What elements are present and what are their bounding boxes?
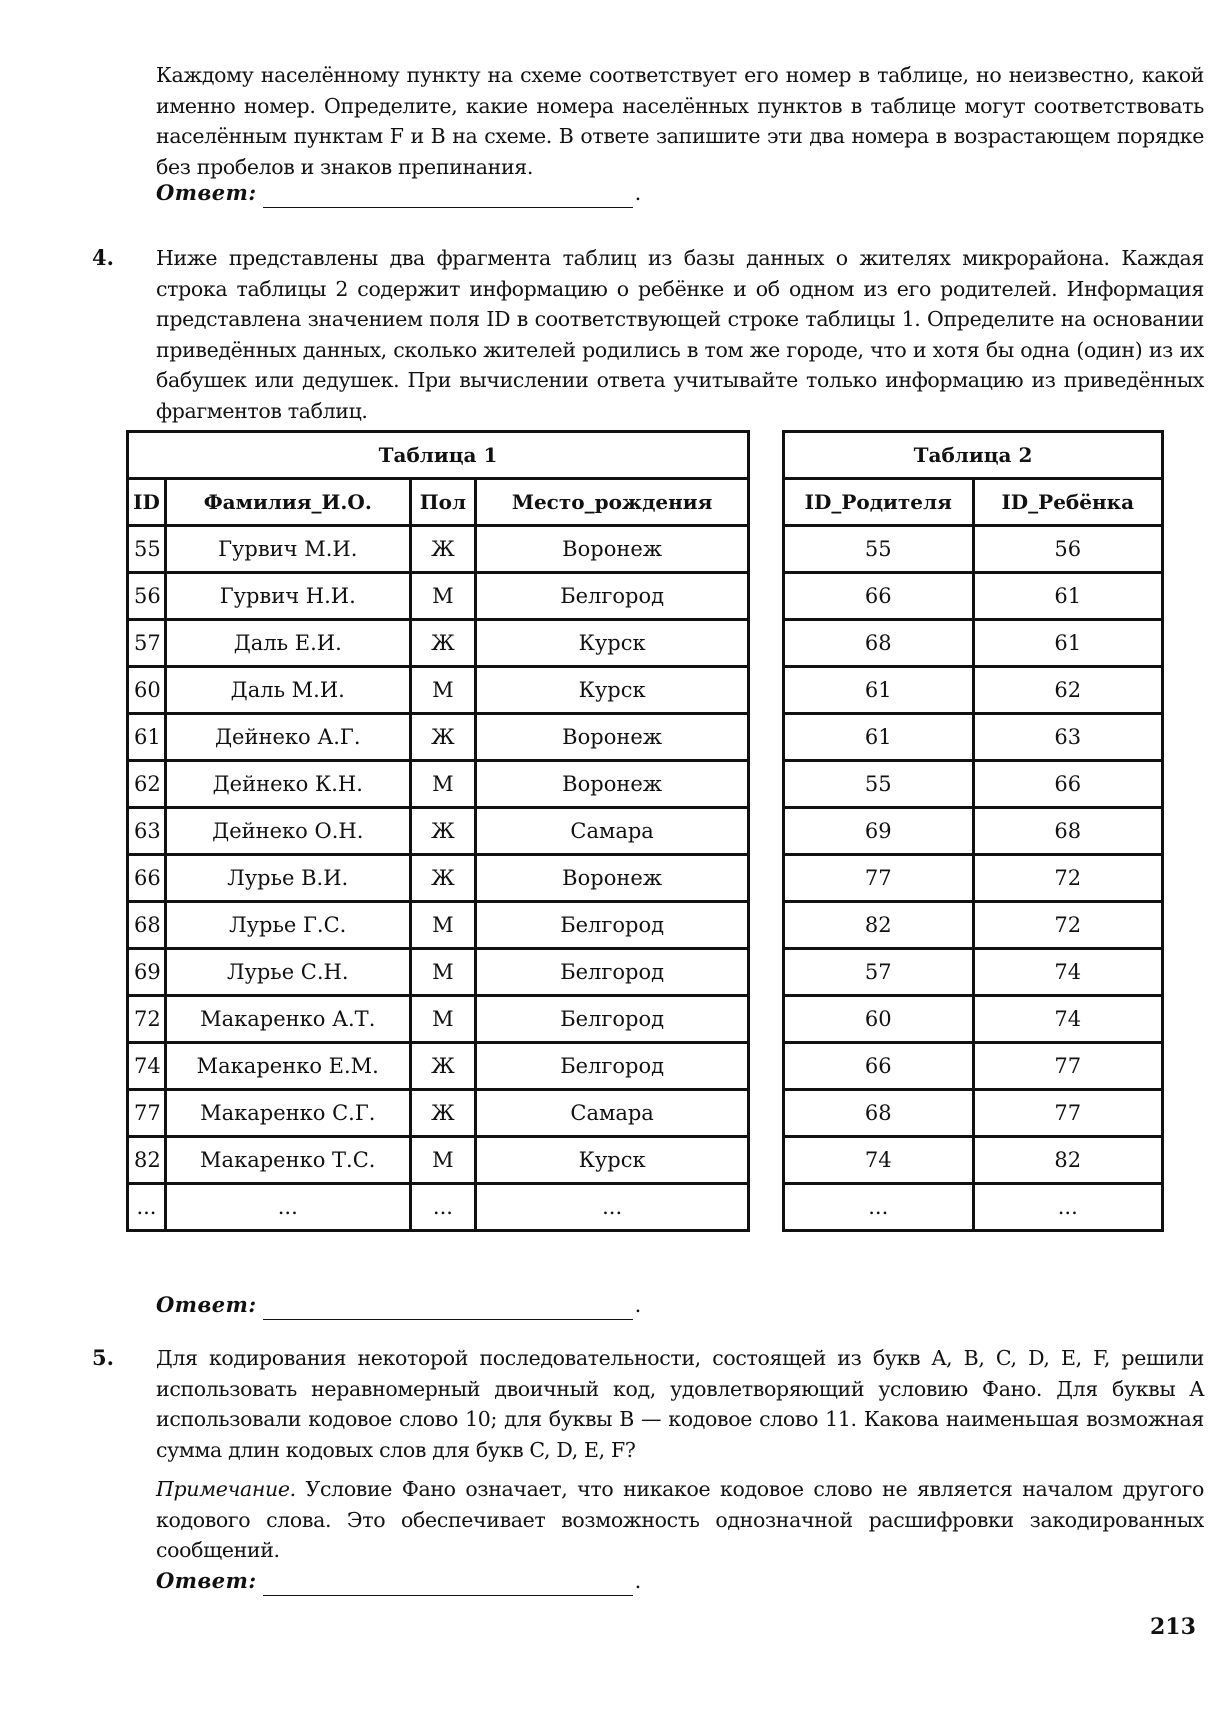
q3-answer-field[interactable]	[263, 183, 633, 208]
table-1-cell: Белгород	[476, 573, 749, 620]
table-2-row	[784, 526, 1163, 573]
q3-answer	[156, 178, 641, 208]
table-1-cell: М	[410, 902, 476, 949]
table-2-row	[784, 714, 1163, 761]
table-2-cell: 77	[973, 1043, 1163, 1090]
q4-answer-field[interactable]	[263, 1295, 633, 1320]
table-1-cell: Ж	[410, 808, 476, 855]
table-1-cell: ...	[476, 1184, 749, 1231]
table-1-cell: 68	[128, 902, 166, 949]
q4-answer	[156, 1290, 641, 1320]
table-2-cell: 62	[973, 667, 1163, 714]
table-1-row	[128, 667, 749, 714]
table-1-cell: Белгород	[476, 949, 749, 996]
table-1-cell: Дейнеко О.Н.	[165, 808, 410, 855]
table-1-cell: Белгород	[476, 1043, 749, 1090]
table-2-cell: 82	[973, 1137, 1163, 1184]
q5-answer-label: Ответ:	[156, 1568, 257, 1593]
table-1-cell: Макаренко А.Т.	[165, 996, 410, 1043]
q4-number: 4.	[92, 245, 114, 270]
table-1-cell: Белгород	[476, 902, 749, 949]
table-1-cell: 72	[128, 996, 166, 1043]
q3-answer-label: Ответ:	[156, 180, 257, 205]
table-1-cell: Белгород	[476, 996, 749, 1043]
q5-text: Для кодирования некоторой последовательности, состоящей из букв A, B, C, D, E, F, решили использовать неравномерный двоичный код, удовлетворяющий условию Фано. Для буквы A использовали кодовое слово 10; для буквы B — кодовое слово 11. Какова наименьшая возможная сумма длин кодовых слов для букв C, D, E, F?	[156, 1346, 1204, 1462]
table-2-row	[784, 902, 1163, 949]
table-1-cell: Гурвич М.И.	[165, 526, 410, 573]
table-2-cell: 68	[973, 808, 1163, 855]
table-2-cell: 57	[784, 949, 974, 996]
table-1-cell: М	[410, 573, 476, 620]
table-2-cell: 56	[973, 526, 1163, 573]
table-1-cell: Макаренко Т.С.	[165, 1137, 410, 1184]
table-1-row	[128, 761, 749, 808]
table-1-cell: Воронеж	[476, 855, 749, 902]
table-1-header-cell: Фамилия_И.О.	[165, 479, 410, 526]
table-2-row	[784, 667, 1163, 714]
table-1-cell: Макаренко С.Г.	[165, 1090, 410, 1137]
table-2-cell: 61	[973, 620, 1163, 667]
table-2-row	[784, 1043, 1163, 1090]
table-2-row	[784, 808, 1163, 855]
table-1-cell: Макаренко Е.М.	[165, 1043, 410, 1090]
table-1-cell: Воронеж	[476, 761, 749, 808]
table-2-row	[784, 573, 1163, 620]
table-2-cell: 68	[784, 620, 974, 667]
table-1-header-row	[128, 479, 749, 526]
table-1-cell: Ж	[410, 620, 476, 667]
table-2-cell: 68	[784, 1090, 974, 1137]
table-1-row	[128, 526, 749, 573]
table-2-cell: 55	[784, 761, 974, 808]
q4-answer-label: Ответ:	[156, 1292, 257, 1317]
table-2-cell: 61	[784, 714, 974, 761]
table-1-cell: Курск	[476, 620, 749, 667]
table-1-cell: Самара	[476, 1090, 749, 1137]
table-1-header-cell: ID	[128, 479, 166, 526]
table-1-row	[128, 949, 749, 996]
table-2-row	[784, 1137, 1163, 1184]
table-2-cell: 63	[973, 714, 1163, 761]
table-1-cell: Ж	[410, 1090, 476, 1137]
table-2-header-cell: ID_Родителя	[784, 479, 974, 526]
page-number: 213	[1150, 1614, 1196, 1640]
table-1-cell: Лурье Г.С.	[165, 902, 410, 949]
table-1-cell: Даль Е.И.	[165, 620, 410, 667]
table-1-cell: 82	[128, 1137, 166, 1184]
table-1-cell: Лурье С.Н.	[165, 949, 410, 996]
table-1-cell: Ж	[410, 714, 476, 761]
table-2-title: Таблица 2	[784, 432, 1163, 479]
table-1-cell: Курск	[476, 1137, 749, 1184]
table-1-row	[128, 1184, 749, 1231]
table-1-row	[128, 902, 749, 949]
table-2-cell: 60	[784, 996, 974, 1043]
table-1-cell: 56	[128, 573, 166, 620]
q3-answer-period: .	[634, 181, 642, 205]
table-1-cell: Ж	[410, 526, 476, 573]
table-2-row	[784, 761, 1163, 808]
table-1-row	[128, 1043, 749, 1090]
table-2-cell: 77	[973, 1090, 1163, 1137]
table-2-row	[784, 1090, 1163, 1137]
table-1-cell: ...	[128, 1184, 166, 1231]
table-1-cell: Ж	[410, 855, 476, 902]
table-1-row	[128, 714, 749, 761]
table-2-cell: ...	[784, 1184, 974, 1231]
table-1-cell: М	[410, 949, 476, 996]
table-2-row	[784, 855, 1163, 902]
q5-answer	[156, 1566, 641, 1596]
table-2-row	[784, 620, 1163, 667]
table-1-cell: 55	[128, 526, 166, 573]
table-1-cell: Гурвич Н.И.	[165, 573, 410, 620]
table-1-cell: 66	[128, 855, 166, 902]
table-1-row	[128, 1137, 749, 1184]
table-2-header-row	[784, 479, 1163, 526]
table-1-cell: Самара	[476, 808, 749, 855]
table-1-cell: Даль М.И.	[165, 667, 410, 714]
table-2-cell: 74	[784, 1137, 974, 1184]
table-1-row	[128, 996, 749, 1043]
table-1-cell: 77	[128, 1090, 166, 1137]
table-1-row	[128, 573, 749, 620]
q4-answer-period: .	[634, 1293, 642, 1317]
q5-number: 5.	[92, 1345, 114, 1370]
table-2-cell: 69	[784, 808, 974, 855]
table-2-cell: 82	[784, 902, 974, 949]
table-2-cell: 61	[784, 667, 974, 714]
table-2-header-cell: ID_Ребёнка	[973, 479, 1163, 526]
table-2	[782, 430, 1164, 1232]
table-1-cell: 69	[128, 949, 166, 996]
table-1-cell: М	[410, 667, 476, 714]
table-1-cell: Дейнеко К.Н.	[165, 761, 410, 808]
table-1-cell: 74	[128, 1043, 166, 1090]
table-2-cell: 72	[973, 902, 1163, 949]
table-1-cell: ...	[410, 1184, 476, 1231]
table-1-header-cell: Пол	[410, 479, 476, 526]
table-1-cell: 60	[128, 667, 166, 714]
table-2-cell: 66	[784, 1043, 974, 1090]
table-1-cell: М	[410, 761, 476, 808]
q5-note	[156, 1474, 1204, 1566]
table-1-title: Таблица 1	[128, 432, 749, 479]
table-1-cell: Воронеж	[476, 526, 749, 573]
table-2-cell: 66	[973, 761, 1163, 808]
table-2-cell: 55	[784, 526, 974, 573]
table-2-cell: 61	[973, 573, 1163, 620]
table-1-row	[128, 808, 749, 855]
table-1-cell: 63	[128, 808, 166, 855]
table-1-cell: Ж	[410, 1043, 476, 1090]
table-1-cell: Лурье В.И.	[165, 855, 410, 902]
table-1-header-cell: Место_рождения	[476, 479, 749, 526]
table-1-cell: Курск	[476, 667, 749, 714]
table-1-cell: ...	[165, 1184, 410, 1231]
table-1-cell: М	[410, 1137, 476, 1184]
table-2-cell: 77	[784, 855, 974, 902]
table-1-row	[128, 1090, 749, 1137]
table-2-cell: 74	[973, 996, 1163, 1043]
table-2-cell: ...	[973, 1184, 1163, 1231]
table-2-row	[784, 996, 1163, 1043]
q3-text: Каждому населённому пункту на схеме соответствует его номер в таблице, но неизвестно, какой именно номер. Определите, какие номера населённых пунктов в таблице могут соответствовать населённым пунктам F и B на схеме. В ответе запишите эти два номера в возрастающем порядке без пробелов и знаков препинания.	[156, 63, 1204, 179]
q5-note-text: Условие Фано означает, что никакое кодовое слово не является началом другого кодового слова. Это обеспечивает возможность однозначной расшифровки закодированных сообщений.	[156, 1477, 1204, 1562]
table-1-cell: Воронеж	[476, 714, 749, 761]
table-1-cell: М	[410, 996, 476, 1043]
table-1-cell: 57	[128, 620, 166, 667]
q5-note-label: Примечание.	[156, 1477, 296, 1501]
table-1-cell: 62	[128, 761, 166, 808]
table-1-row	[128, 620, 749, 667]
q5-answer-period: .	[634, 1569, 642, 1593]
table-1-row	[128, 855, 749, 902]
table-2-cell: 74	[973, 949, 1163, 996]
table-2-cell: 66	[784, 573, 974, 620]
q4-text: Ниже представлены два фрагмента таблиц из базы данных о жителях микрорайона. Каждая строка таблицы 2 содержит информацию о ребёнке и об одном из его родителей. Информация представлена значением поля ID в соответствующей строке таблицы 1. Определите на основании приведённых данных, сколько жителей родились в том же городе, что и хотя бы одна (один) из их бабушек или дедушек. При вычислении ответа учитывайте только информацию из приведённых фрагментов таблиц.	[156, 246, 1204, 423]
table-2-cell: 72	[973, 855, 1163, 902]
q5-answer-field[interactable]	[263, 1571, 633, 1596]
table-2-row	[784, 1184, 1163, 1231]
table-1-cell: 61	[128, 714, 166, 761]
table-1-cell: Дейнеко А.Г.	[165, 714, 410, 761]
table-1	[126, 430, 750, 1232]
table-2-row	[784, 949, 1163, 996]
